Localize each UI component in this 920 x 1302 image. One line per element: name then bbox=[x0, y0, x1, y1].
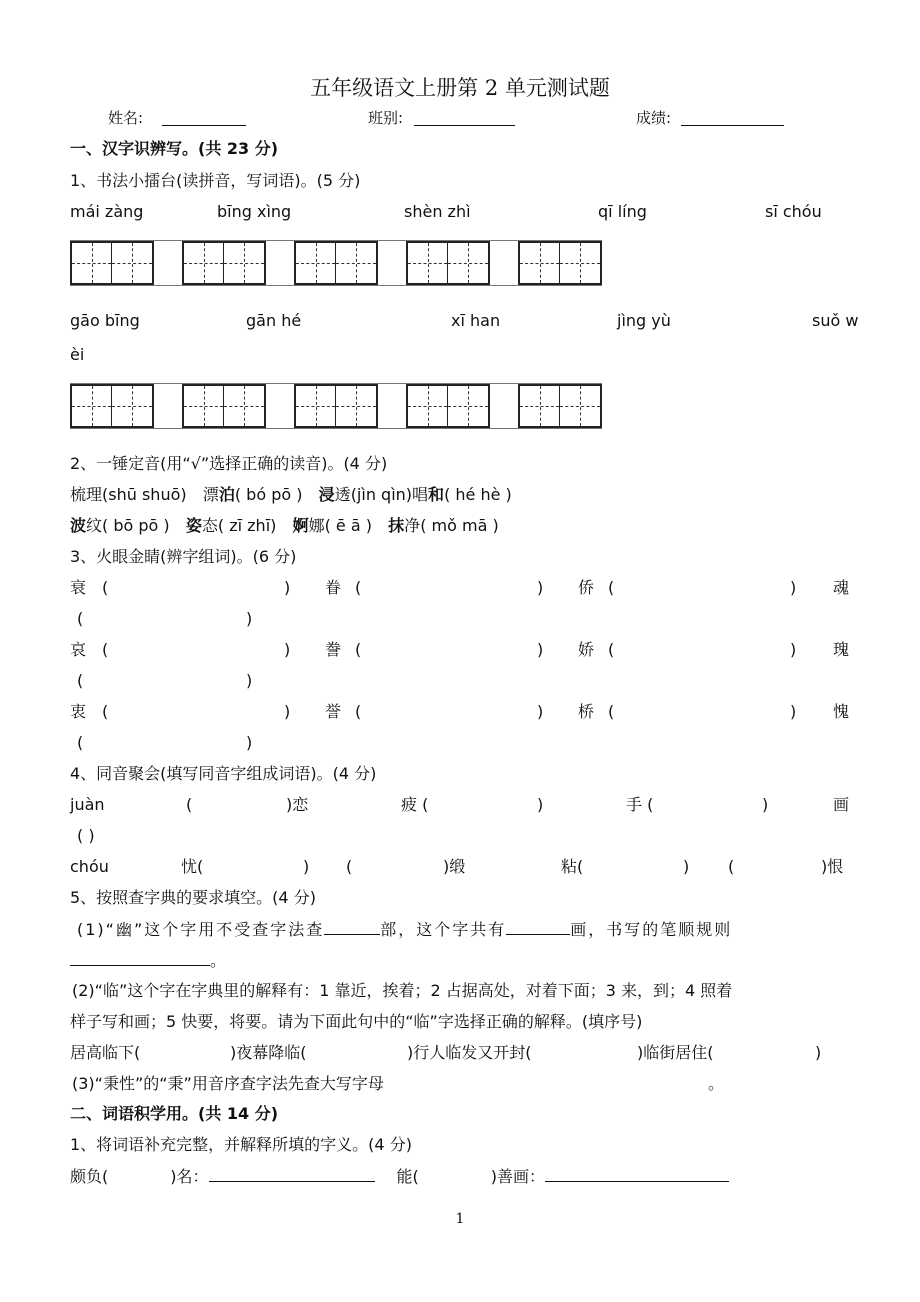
writing-box-8[interactable] bbox=[294, 384, 378, 428]
q1-title: 1、书法小擂台(读拼音，写词语)。(5 分) bbox=[70, 171, 361, 190]
q2-bold-7: 婀 bbox=[292, 516, 309, 535]
score-label: 成绩: bbox=[636, 109, 672, 127]
writing-box-10[interactable] bbox=[518, 384, 602, 428]
q3-open-3-1[interactable]: ( bbox=[102, 702, 109, 721]
name-label: 姓名: bbox=[108, 109, 144, 127]
pinyin-9: jìng yù bbox=[617, 311, 671, 330]
q2-bold-3: 浸 bbox=[318, 485, 335, 504]
q3-char-2-1: 哀 bbox=[70, 640, 87, 659]
q2-reading-8[interactable]: ( mǒ mā ) bbox=[420, 516, 499, 535]
q4-item-1-2[interactable]: )恋 bbox=[286, 795, 309, 814]
page-number: 1 bbox=[455, 1211, 465, 1227]
q5-part2-line1: (2)“临”这个字在字典里的解释有：1 靠近，挨着；2 占据高处，对着下面；3 来，到；4 照着 bbox=[72, 981, 733, 1000]
q2-reading-3[interactable]: (jìn qìn) bbox=[350, 485, 413, 504]
q4-item-1-6[interactable]: ) bbox=[762, 795, 769, 814]
q4-item-1-1[interactable]: ( bbox=[186, 795, 193, 814]
writing-grid-row-2 bbox=[70, 383, 602, 429]
q3-open-1-4[interactable]: ( bbox=[77, 609, 84, 628]
score-field[interactable] bbox=[681, 112, 784, 126]
q4-item-2-3[interactable]: ( bbox=[346, 857, 353, 876]
q3-char-2-2: 誊 bbox=[325, 640, 342, 659]
q2-bold-6: 姿 bbox=[185, 516, 202, 535]
q3-open-3-3[interactable]: ( bbox=[608, 702, 615, 721]
pinyin-10: suǒ w bbox=[812, 311, 859, 330]
q3-char-1-2: 眷 bbox=[325, 578, 342, 597]
q3-close-1-2[interactable]: ) bbox=[537, 578, 544, 597]
q5-p1-b: 部，这个字共有 bbox=[380, 920, 507, 939]
q2-suffix-5: 纹 bbox=[86, 516, 103, 535]
q3-close-3-3[interactable]: ) bbox=[790, 702, 797, 721]
q3-open-2-3[interactable]: ( bbox=[608, 640, 615, 659]
q2-reading-6[interactable]: ( zī zhī) bbox=[217, 516, 277, 535]
q2-word-2: 漂 bbox=[202, 485, 219, 504]
q3-char-2-4: 瑰 bbox=[833, 640, 850, 659]
class-field[interactable] bbox=[414, 112, 515, 126]
q2-suffix-8: 净 bbox=[404, 516, 421, 535]
q2-bold-4: 和 bbox=[428, 485, 445, 504]
q2-reading-7[interactable]: ( ē ā ) bbox=[324, 516, 372, 535]
q3-open-1-2[interactable]: ( bbox=[355, 578, 362, 597]
q5-p1-period: 。 bbox=[210, 951, 227, 970]
q3-char-1-1: 衰 bbox=[70, 578, 87, 597]
pinyin-4: qī líng bbox=[598, 202, 647, 221]
name-field[interactable] bbox=[162, 112, 246, 126]
q3-open-3-4[interactable]: ( bbox=[77, 733, 84, 752]
q5-part1-line bbox=[77, 921, 732, 938]
pinyin-1: mái zàng bbox=[70, 202, 144, 221]
s2-q1-title: 1、将词语补充完整，并解释所填的字义。(4 分) bbox=[70, 1135, 412, 1154]
s2-item-2: )名： bbox=[170, 1167, 209, 1186]
q4-item-1-4[interactable]: ) bbox=[537, 795, 544, 814]
q3-title: 3、火眼金睛(辨字组词)。(6 分) bbox=[70, 547, 297, 566]
s2-blank-1[interactable] bbox=[209, 1168, 375, 1182]
q3-close-1-4[interactable]: ) bbox=[246, 609, 253, 628]
q2-bold-5: 波 bbox=[70, 516, 87, 535]
q4-pinyin-2: chóu bbox=[70, 857, 109, 876]
section1-heading: 一、汉字识辨写。(共 23 分) bbox=[70, 139, 279, 158]
q4-item-2-5[interactable]: 粘( bbox=[561, 857, 584, 876]
q2-suffix-3: 透 bbox=[334, 485, 351, 504]
q5-p1-blank-2[interactable] bbox=[506, 921, 570, 935]
writing-box-6[interactable] bbox=[70, 384, 154, 428]
q5-part3: (3)“秉性”的“秉”用音序查字法先查大写字母 bbox=[72, 1074, 384, 1093]
q5-part2-item-2[interactable]: )夜幕降临( bbox=[230, 1043, 307, 1062]
writing-box-4[interactable] bbox=[406, 241, 490, 285]
pinyin-2: bīng xìng bbox=[217, 202, 292, 221]
q4-item-2-6[interactable]: ) bbox=[683, 857, 690, 876]
writing-box-3[interactable] bbox=[294, 241, 378, 285]
q5-part2-item-5[interactable]: ) bbox=[815, 1043, 822, 1062]
pinyin-3: shèn zhì bbox=[404, 202, 471, 221]
q3-char-3-4: 愧 bbox=[833, 702, 850, 721]
q3-char-3-3: 桥 bbox=[578, 702, 595, 721]
q3-close-3-2[interactable]: ) bbox=[537, 702, 544, 721]
q4-item-2-7[interactable]: ( bbox=[728, 857, 735, 876]
q2-line-1 bbox=[70, 487, 512, 503]
s2-blank-2[interactable] bbox=[545, 1168, 729, 1182]
pinyin-10-wrap: èi bbox=[70, 345, 85, 364]
pinyin-6: gāo bīng bbox=[70, 311, 140, 330]
q2-bold-2: 泊 bbox=[218, 485, 235, 504]
q2-reading-5[interactable]: ( bō pō ) bbox=[102, 516, 170, 535]
writing-box-9[interactable] bbox=[406, 384, 490, 428]
q3-char-2-3: 娇 bbox=[578, 640, 595, 659]
q2-bold-8: 抹 bbox=[388, 516, 405, 535]
writing-box-5[interactable] bbox=[518, 241, 602, 285]
q4-title: 4、同音聚会(填写同音字组成词语)。(4 分) bbox=[70, 764, 377, 783]
q3-open-3-2[interactable]: ( bbox=[355, 702, 362, 721]
pinyin-8: xī han bbox=[451, 311, 501, 330]
writing-box-2[interactable] bbox=[182, 241, 266, 285]
q4-item-2-8[interactable]: )恨 bbox=[821, 857, 844, 876]
q2-word-4: 唱 bbox=[412, 485, 429, 504]
q5-p1-c: 画，书写的笔顺规则 bbox=[570, 920, 733, 939]
q2-title: 2、一锤定音(用“√”选择正确的读音)。(4 分) bbox=[70, 454, 388, 473]
q2-suffix-7: 娜 bbox=[308, 516, 325, 535]
section2-heading: 二、词语积学用。(共 14 分) bbox=[70, 1104, 279, 1123]
q3-open-2-4[interactable]: ( bbox=[77, 671, 84, 690]
q3-close-2-4[interactable]: ) bbox=[246, 671, 253, 690]
q4-item-2-4[interactable]: )缎 bbox=[443, 857, 466, 876]
q2-suffix-6: 态 bbox=[201, 516, 218, 535]
q3-open-2-2[interactable]: ( bbox=[355, 640, 362, 659]
q4-item-1-5[interactable]: 手 ( bbox=[626, 795, 654, 814]
q3-open-1-1[interactable]: ( bbox=[102, 578, 109, 597]
q5-part2-item-1[interactable]: 居高临下( bbox=[70, 1043, 141, 1062]
q5-part3-end: 。 bbox=[708, 1074, 725, 1093]
writing-box-7[interactable] bbox=[182, 384, 266, 428]
q3-close-3-4[interactable]: ) bbox=[246, 733, 253, 752]
q5-part2-line2: 样子写和画；5 快要，将要。请为下面此句中的“临”字选择正确的解释。(填序号) bbox=[70, 1012, 643, 1031]
q4-item-2-2[interactable]: ) bbox=[303, 857, 310, 876]
q5-part1-end bbox=[70, 952, 226, 969]
s2-item-3: 能( bbox=[396, 1167, 419, 1186]
q4-item-1-3[interactable]: 疲 ( bbox=[401, 795, 429, 814]
q5-p1-blank-1[interactable] bbox=[324, 921, 380, 935]
s2-q1-line bbox=[70, 1168, 729, 1185]
writing-grid-row-1 bbox=[70, 240, 602, 286]
q3-open-2-1[interactable]: ( bbox=[102, 640, 109, 659]
q3-close-1-3[interactable]: ) bbox=[790, 578, 797, 597]
writing-box-1[interactable] bbox=[70, 241, 154, 285]
q4-pinyin-1: juàn bbox=[70, 795, 105, 814]
q3-close-2-3[interactable]: ) bbox=[790, 640, 797, 659]
pinyin-7: gān hé bbox=[246, 311, 302, 330]
q4-item-2-1[interactable]: 忧( bbox=[181, 857, 204, 876]
q3-open-1-3[interactable]: ( bbox=[608, 578, 615, 597]
q4-wrap-1[interactable]: ( ) bbox=[77, 826, 95, 845]
q3-close-1-1[interactable]: ) bbox=[284, 578, 291, 597]
q2-reading-1[interactable]: (shū shuō) bbox=[102, 485, 187, 504]
q2-reading-2[interactable]: ( bó pō ) bbox=[234, 485, 303, 504]
pinyin-5: sī chóu bbox=[765, 202, 822, 221]
q3-close-2-1[interactable]: ) bbox=[284, 640, 291, 659]
q3-close-3-1[interactable]: ) bbox=[284, 702, 291, 721]
s2-item-1: 颇负( bbox=[70, 1167, 109, 1186]
q2-reading-4[interactable]: ( hé hè ) bbox=[444, 485, 512, 504]
q3-char-1-4: 魂 bbox=[833, 578, 850, 597]
q3-char-1-3: 侨 bbox=[578, 578, 595, 597]
page-title: 五年级语文上册第 2 单元测试题 bbox=[310, 76, 610, 100]
class-label: 班别: bbox=[368, 109, 404, 127]
q5-p1-a: (1)“幽”这个字用不受查字法查 bbox=[77, 920, 325, 939]
q4-item-1-7: 画 bbox=[833, 795, 850, 814]
s2-item-4: )善画： bbox=[490, 1167, 545, 1186]
q2-word-1: 梳理 bbox=[70, 485, 103, 504]
q3-char-3-2: 誉 bbox=[325, 702, 342, 721]
q5-part2-item-4[interactable]: )临街居住( bbox=[637, 1043, 714, 1062]
q2-line-2 bbox=[70, 518, 499, 534]
q5-title: 5、按照查字典的要求填空。(4 分) bbox=[70, 888, 316, 907]
q3-char-3-1: 衷 bbox=[70, 702, 87, 721]
q5-p1-blank-3[interactable] bbox=[70, 952, 210, 966]
q5-part2-item-3[interactable]: )行人临发又开封( bbox=[407, 1043, 532, 1062]
q3-close-2-2[interactable]: ) bbox=[537, 640, 544, 659]
